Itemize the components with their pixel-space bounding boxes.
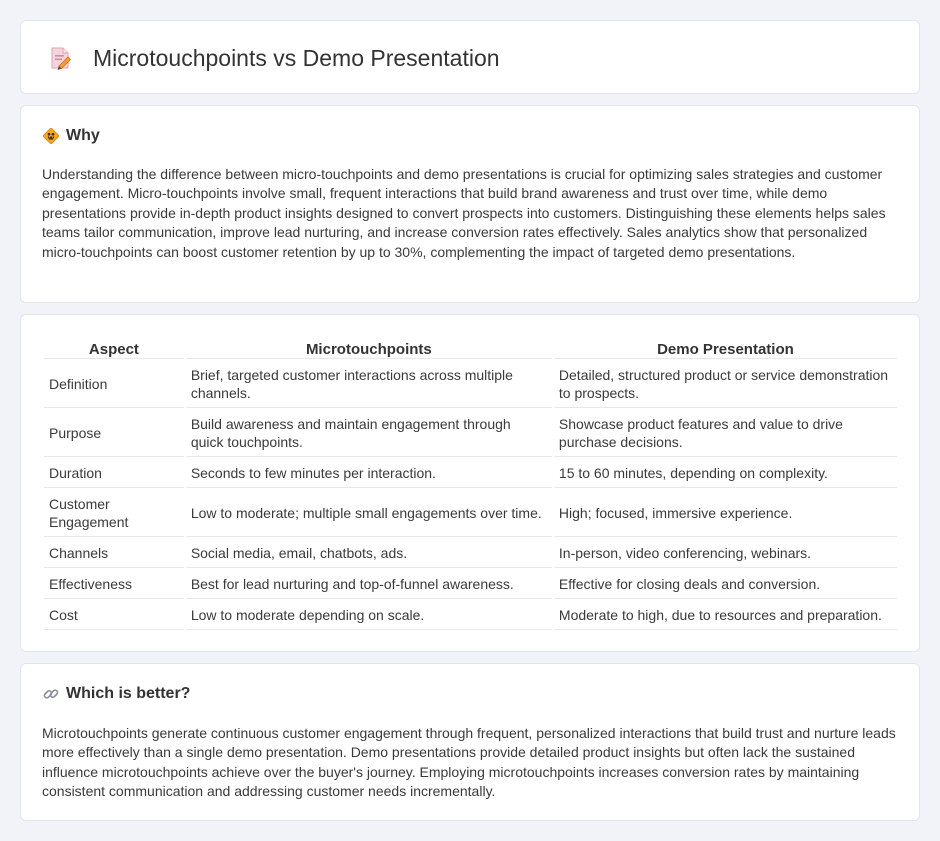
row-aspect: Cost bbox=[44, 601, 184, 630]
link-icon bbox=[42, 685, 60, 703]
table-row bbox=[44, 570, 897, 599]
table-row bbox=[44, 601, 897, 630]
why-title: Why bbox=[66, 127, 100, 144]
row-demo-presentation: Moderate to high, due to resources and preparation. bbox=[554, 601, 897, 630]
hazard-sign-icon bbox=[42, 127, 60, 145]
header-demo-presentation: Demo Presentation bbox=[554, 338, 897, 359]
better-paragraph: Microtouchpoints generate continuous customer engagement through frequent, personalized interactions that build trust and nurture leads more effectively than a single demo presentation. Demo presentations provide detailed product insights but often lack the sustained influence microtouchpoints achieve over the buyer's journey. Employing microtouchpoints increases conversion rates by maintaining consistent communication and addressing customer needs incrementally. bbox=[42, 725, 896, 800]
document-pencil-icon bbox=[47, 45, 73, 71]
table-row bbox=[44, 539, 897, 568]
row-demo-presentation: High; focused, immersive experience. bbox=[554, 490, 897, 537]
table-row bbox=[44, 490, 897, 537]
why-section bbox=[20, 105, 920, 303]
row-demo-presentation: In-person, video conferencing, webinars. bbox=[554, 539, 897, 568]
row-microtouchpoints: Brief, targeted customer interactions across multiple channels. bbox=[186, 361, 552, 408]
row-demo-presentation: Showcase product features and value to drive purchase decisions. bbox=[554, 410, 897, 457]
better-heading bbox=[42, 685, 190, 703]
header-microtouchpoints: Microtouchpoints bbox=[186, 338, 552, 359]
title-row bbox=[47, 45, 500, 71]
header-aspect: Aspect bbox=[44, 338, 184, 359]
table-row bbox=[44, 459, 897, 488]
row-microtouchpoints: Seconds to few minutes per interaction. bbox=[186, 459, 552, 488]
why-heading bbox=[42, 127, 100, 145]
header-card bbox=[20, 20, 920, 94]
row-microtouchpoints: Social media, email, chatbots, ads. bbox=[186, 539, 552, 568]
why-paragraph: Understanding the difference between micro-touchpoints and demo presentations is crucial for optimizing sales strategies and customer engagement. Micro-touchpoints involve small, frequent interactions that build brand awareness and trust over time, while demo presentations provide in-depth product insights designed to convert prospects into customers. Distinguishing these elements helps sales teams tailor communication, improve lead nurturing, and increase conversion rates effectively. Sales analytics show that personalized micro-touchpoints can boost customer retention by up to 30%, complementing the impact of targeted demo presentations. bbox=[42, 166, 886, 260]
better-title: Which is better? bbox=[66, 685, 191, 702]
table-header-row bbox=[44, 338, 897, 359]
row-aspect: Channels bbox=[44, 539, 184, 568]
table-row bbox=[44, 361, 897, 408]
row-aspect: Duration bbox=[44, 459, 184, 488]
table-row bbox=[44, 410, 897, 457]
row-demo-presentation: Detailed, structured product or service demonstration to prospects. bbox=[554, 361, 897, 408]
row-aspect: Purpose bbox=[44, 410, 184, 457]
page-title: Microtouchpoints vs Demo Presentation bbox=[93, 45, 500, 71]
row-microtouchpoints: Build awareness and maintain engagement through quick touchpoints. bbox=[186, 410, 552, 457]
row-aspect: Customer Engagement bbox=[44, 490, 184, 537]
which-is-better-section bbox=[20, 663, 920, 821]
row-demo-presentation: Effective for closing deals and conversion. bbox=[554, 570, 897, 599]
row-microtouchpoints: Low to moderate depending on scale. bbox=[186, 601, 552, 630]
row-microtouchpoints: Best for lead nurturing and top-of-funnel awareness. bbox=[186, 570, 552, 599]
comparison-table bbox=[42, 336, 899, 632]
row-microtouchpoints: Low to moderate; multiple small engagements over time. bbox=[186, 490, 552, 537]
comparison-section bbox=[20, 314, 920, 652]
row-aspect: Effectiveness bbox=[44, 570, 184, 599]
row-aspect: Definition bbox=[44, 361, 184, 408]
row-demo-presentation: 15 to 60 minutes, depending on complexity. bbox=[554, 459, 897, 488]
